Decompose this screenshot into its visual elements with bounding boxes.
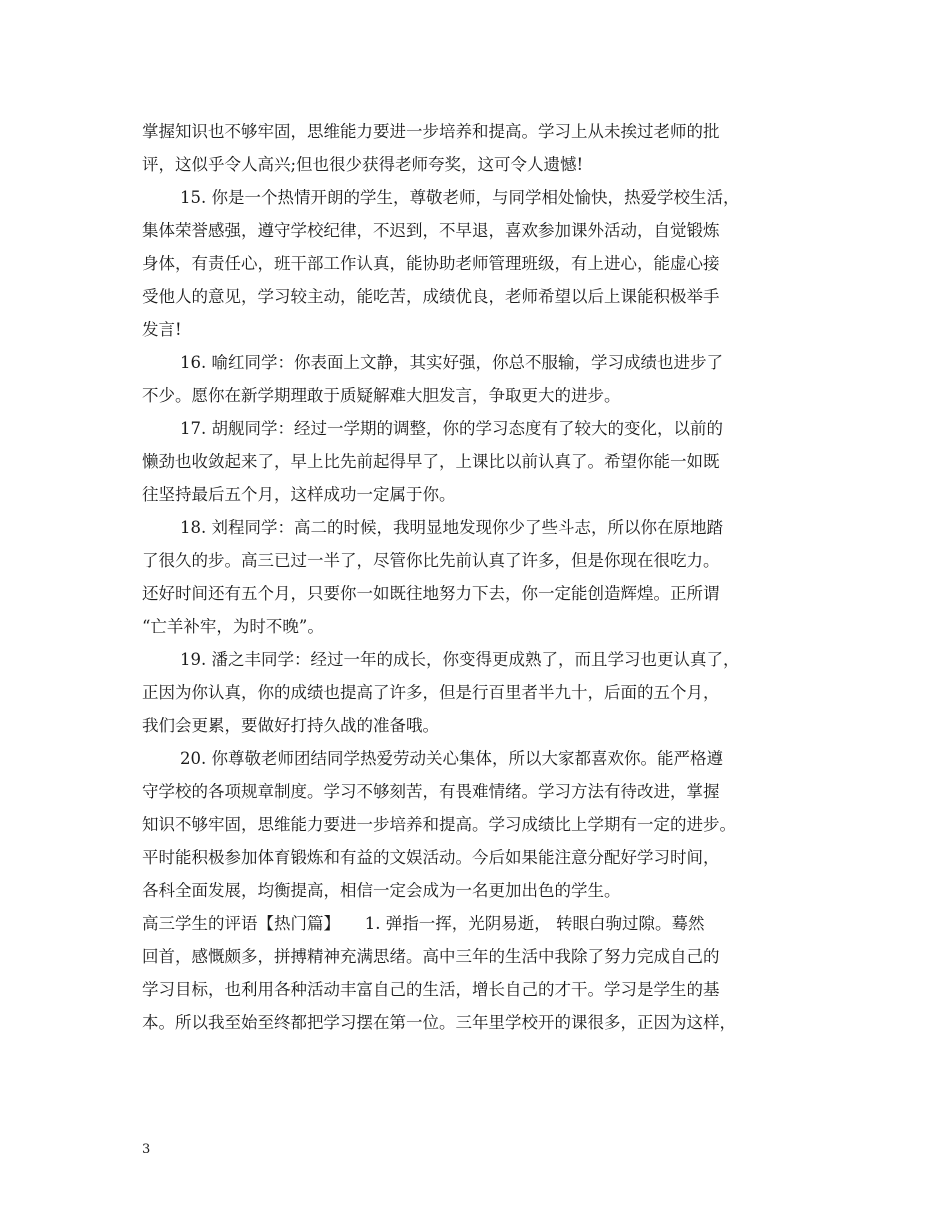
text-line: 受他人的意见，学习较主动，能吃苦，成绩优良，老师希望以后上课能积极举手 — [142, 287, 720, 306]
text-line: 我们会更累，要做好打持久战的准备哦。 — [142, 716, 439, 735]
text-line: 身体，有责任心，班干部工作认真，能协助老师管理班级，有上进心，能虚心接 — [142, 254, 720, 273]
text-line: 19. 潘之丰同学：经过一年的成长，你变得更成熟了，而且学习也更认真了， — [180, 650, 740, 669]
page-number: 3 — [142, 1142, 151, 1157]
text-line: 发言! — [142, 320, 182, 339]
text-line: 本。所以我至始至终都把学习摆在第一位。三年里学校开的课很多，正因为这样， — [142, 1013, 736, 1032]
text-line: 17. 胡舰同学：经过一学期的调整，你的学习态度有了较大的变化，以前的 — [180, 419, 723, 438]
text-line: 20. 你尊敬老师团结同学热爱劳动关心集体，所以大家都喜欢你。能严格遵 — [180, 749, 723, 768]
text-line: 守学校的各项规章制度。学习不够刻苦，有畏难情绪。学习方法有待改进，掌握 — [142, 782, 720, 801]
document-body — [142, 115, 822, 1039]
text-line: 还好时间还有五个月，只要你一如既往地努力下去，你一定能创造辉煌。正所谓 — [142, 584, 720, 603]
text-line: 正因为你认真，你的成绩也提高了许多，但是行百里者半九十，后面的五个月， — [142, 683, 720, 702]
text-line: 15. 你是一个热情开朗的学生，尊敬老师，与同学相处愉快，热爱学校生活， — [180, 188, 740, 207]
text-line: 知识不够牢固，思维能力要进一步培养和提高。学习成绩比上学期有一定的进步。 — [142, 815, 736, 834]
text-line: 掌握知识也不够牢固，思维能力要进一步培养和提高。学习上从未挨过老师的批 — [142, 122, 720, 141]
text-line: 18. 刘程同学：高二的时候，我明显地发现你少了些斗志，所以你在原地踏 — [180, 518, 723, 537]
text-line: 回首，感慨颇多，拼搏精神充满思绪。高中三年的生活中我除了努力完成自己的 — [142, 947, 720, 966]
text-line: 往坚持最后五个月，这样成功一定属于你。 — [142, 485, 456, 504]
text-line: 集体荣誉感强，遵守学校纪律，不迟到，不早退，喜欢参加课外活动，自觉锻炼 — [142, 221, 720, 240]
text-line: 了很久的步。高三已过一半了，尽管你比先前认真了许多，但是你现在很吃力。 — [142, 551, 720, 570]
text-line: 学习目标，也利用各种活动丰富自己的生活，增长自己的才干。学习是学生的基 — [142, 980, 720, 999]
text-line: 不少。愿你在新学期理敢于质疑解难大胆发言，争取更大的进步。 — [142, 386, 621, 405]
text-line: 懒劲也收敛起来了，早上比先前起得早了，上课比以前认真了。希望你能一如既 — [142, 452, 720, 471]
text-line: 各科全面发展，均衡提高，相信一定会成为一名更加出色的学生。 — [142, 881, 621, 900]
text-line: 平时能积极参加体育锻炼和有益的文娱活动。今后如果能注意分配好学习时间， — [142, 848, 720, 867]
text-line: 16. 喻红同学：你表面上文静，其实好强，你总不服输，学习成绩也进步了 — [180, 353, 723, 372]
text-line: 高三学生的评语【热门篇】 1. 弹指一挥，光阴易逝， 转眼白驹过隙。蓦然 — [142, 914, 705, 933]
text-line: “亡羊补牢，为时不晚”。 — [142, 617, 324, 636]
text-line: 评，这似乎令人高兴;但也很少获得老师夸奖，这可令人遗憾! — [142, 155, 584, 174]
